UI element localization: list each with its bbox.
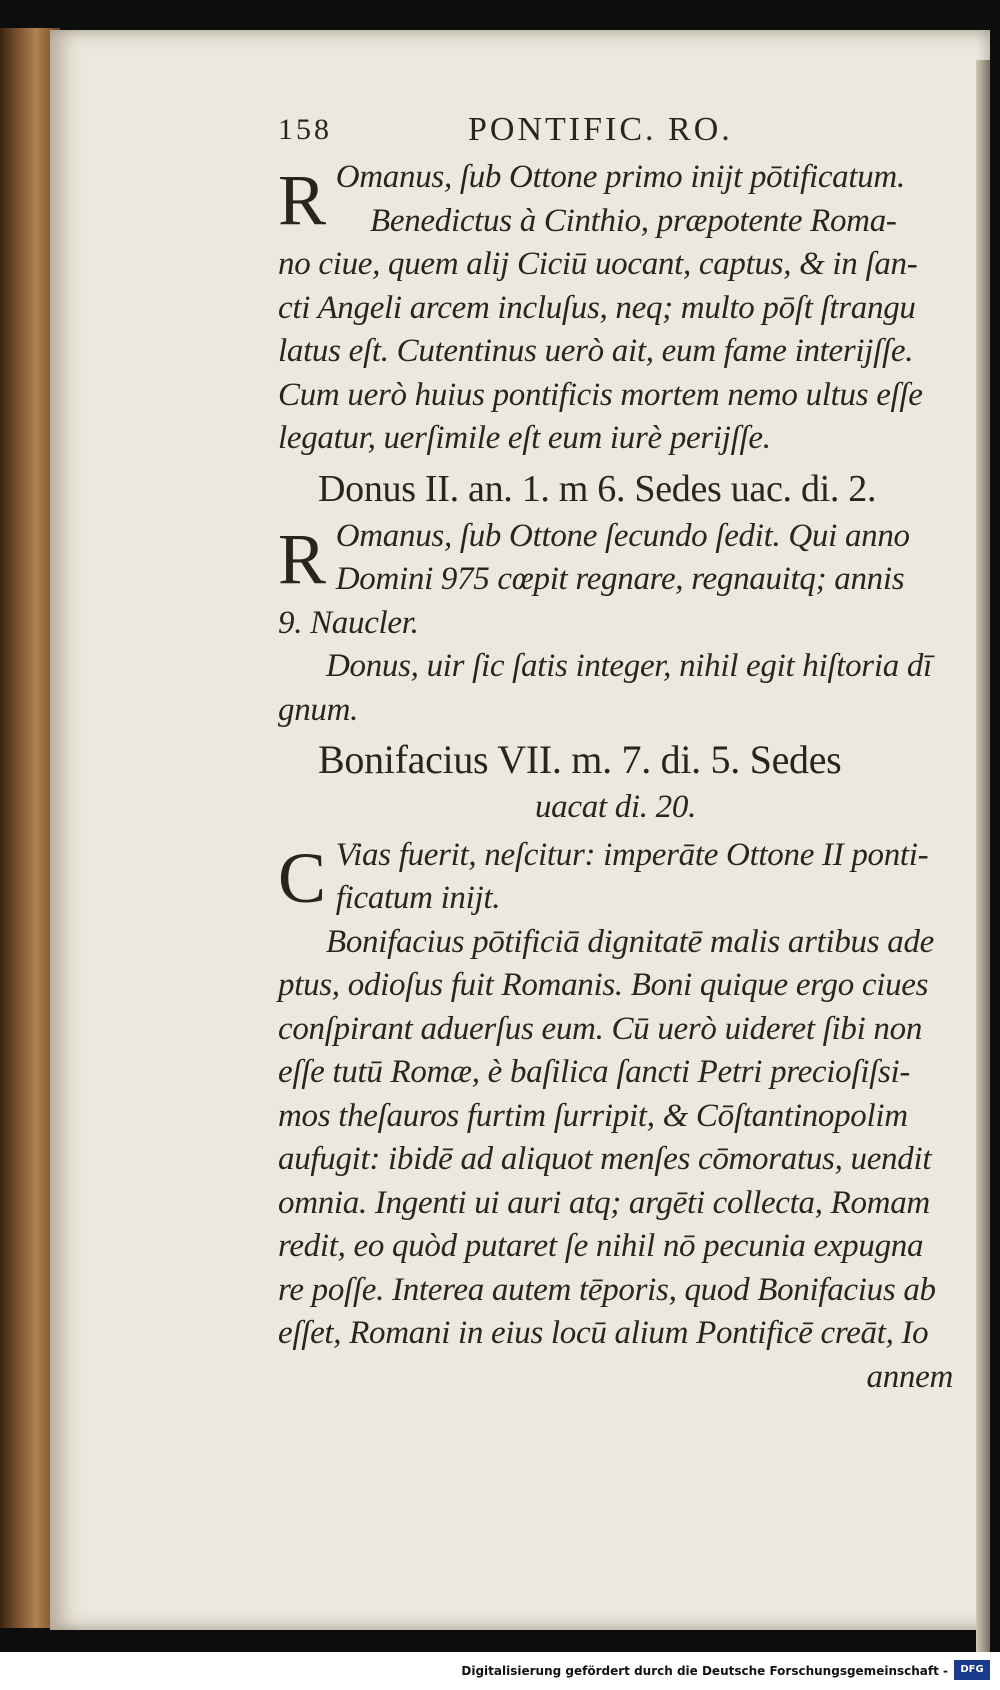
text-line: Bonifacius pōtificiā dignitatē malis artibus ade bbox=[326, 923, 934, 960]
text-line: latus eſt. Cutentinus uerò ait, eum fame interijſſe. bbox=[278, 333, 914, 369]
drop-cap: R bbox=[278, 518, 326, 599]
running-head bbox=[278, 108, 953, 156]
text-line: mos theſauros furtim ſurripit, & Cōſtantinopolim bbox=[278, 1097, 908, 1134]
entry-bonifacius-body bbox=[278, 921, 953, 1400]
text-line: aufugit: ibidē ad aliquot menſes cōmoratus, uendit bbox=[278, 1141, 932, 1177]
entry-romanus-1 bbox=[278, 156, 953, 461]
section-heading-bonifacius: Bonifacius VII. m. 7. di. 5. Sedes bbox=[318, 737, 842, 782]
text-line: gnum. bbox=[278, 691, 359, 728]
text-line: Domini 975 cœpit regnare, regnauitq; annis bbox=[335, 561, 905, 597]
entry-romanus-2 bbox=[278, 515, 953, 646]
footer-bar bbox=[0, 1652, 1000, 1690]
text-line: redit, eo quòd putaret ſe nihil nō pecunia expugna bbox=[278, 1228, 924, 1264]
page-text bbox=[278, 108, 953, 1399]
drop-cap: C bbox=[278, 837, 326, 918]
text-line: omnia. Ingenti ui auri atq; argēti collecta, Romam bbox=[278, 1184, 930, 1221]
page-number: 158 bbox=[278, 113, 332, 146]
text-line: eſſe tutū Romæ, è baſilica ſancti Petri precioſiſsi- bbox=[278, 1054, 911, 1090]
text-line: Omanus, ſub Ottone primo inijt pōtificatum. bbox=[335, 159, 905, 195]
text-line: Omanus, ſub Ottone ſecundo ſedit. Qui anno bbox=[335, 517, 910, 554]
funding-credit: Digitalisierung gefördert durch die Deutsche Forschungsgemeinschaft - bbox=[461, 1664, 948, 1678]
text-line: eſſet, Romani in eius locū alium Pontificē creāt, Io bbox=[278, 1315, 929, 1351]
text-line: 9. Naucler. bbox=[278, 604, 419, 641]
drop-cap: R bbox=[278, 160, 326, 240]
text-line: ptus, odioſus fuit Romanis. Boni quique ergo ciues bbox=[278, 967, 929, 1003]
text-line: Donus, uir ſic ſatis integer, nihil egit hiſtoria dī bbox=[326, 648, 932, 684]
text-line: ficatum inijt. bbox=[335, 880, 501, 916]
text-line: Benedictus à Cinthio, præpotente Roma- bbox=[370, 202, 897, 239]
text-line: conſpirant aduerſus eum. Cū uerò uideret ſibi non bbox=[278, 1010, 923, 1047]
text-line: no ciue, quem alij Ciciū uocant, captus, & in ſan- bbox=[278, 246, 918, 282]
entry-donus bbox=[278, 645, 953, 732]
section-subheading: uacat di. 20. bbox=[534, 789, 697, 825]
dfg-logo: DFG bbox=[954, 1660, 990, 1680]
entry-bonifacius bbox=[278, 834, 953, 921]
section-heading-donus: Donus II. an. 1. m 6. Sedes uac. di. 2. bbox=[318, 467, 877, 510]
text-line: Vias fuerit, neſcitur: imperāte Ottone II ponti- bbox=[335, 836, 929, 873]
text-line: legatur, uerſimile eſt eum iurè perijſſe. bbox=[278, 420, 771, 456]
text-line: re poſſe. Interea autem tēporis, quod Bonifacius ab bbox=[278, 1271, 936, 1308]
catchword: annem bbox=[866, 1358, 953, 1395]
text-line: cti Angeli arcem incluſus, neq; multo pōſt ſtrangu bbox=[278, 289, 916, 326]
page-right-edge bbox=[976, 60, 990, 1660]
running-head-title: PONTIFIC. RO. bbox=[468, 111, 733, 148]
text-line: Cum uerò huius pontificis mortem nemo ultus eſſe bbox=[278, 376, 923, 413]
